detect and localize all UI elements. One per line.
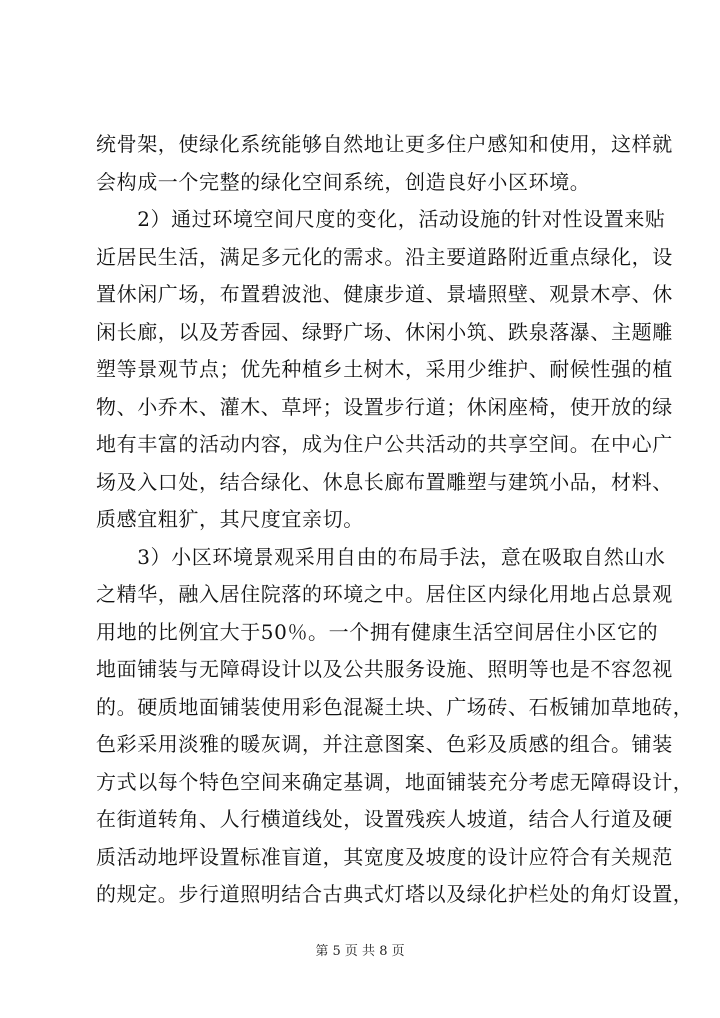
text-line: 质感宜粗犷，其尺度宜亲切。 [96,507,364,531]
text-line: 近居民生活，满足多元化的需求。沿主要道路附近重点绿化，设 [96,244,673,269]
text-line: 的。硬质地面铺装使用彩色混凝土块、广场砖、石板铺加草地砖， [96,694,694,719]
text-line: 质活动地坪设置标准盲道，其宽度及坡度的设计应符合有关规范 [96,844,673,869]
text-line: 色彩采用淡雅的暖灰调，并注意图案、色彩及质感的组合。铺装 [96,732,673,756]
text-line: 会构成一个完整的绿化空间系统，创造良好小区环境。 [96,169,591,194]
text-line: 地有丰富的活动内容，成为住户公共活动的共享空间。在中心广 [96,432,673,456]
text-line: 的规定。步行道照明结合古典式灯塔以及绿化护栏处的角灯设置， [96,882,694,906]
body-text [96,126,694,914]
text-line: 闲长廊，以及芳香园、绿野广场、休闲小筑、跌泉落瀑、主题雕 [96,319,673,344]
text-line: 2）通过环境空间尺度的变化，活动设施的针对性设置来贴 [96,207,666,231]
text-line: 3）小区环境景观采用自由的布局手法，意在吸取自然山水 [96,544,666,569]
text-line: 在街道转角、人行横道线处，设置残疾人坡道，结合人行道及硬 [96,807,673,831]
page-number-label: 第 5 页 共 8 页 [315,944,405,959]
text-line: 方式以每个特色空间来确定基调，地面铺装充分考虑无障碍设计， [96,769,694,794]
text-line: 之精华，融入居住院落的环境之中。居住区内绿化用地占总景观 [96,582,673,606]
text-line: 塑等景观节点；优先种植乡土树木，采用少维护、耐候性强的植 [96,357,673,381]
text-line: 统骨架，使绿化系统能够自然地让更多住户感知和使用，这样就 [96,132,673,156]
page-footer [0,940,720,959]
text-line: 地面铺装与无障碍设计以及公共服务设施、照明等也是不容忽视 [96,657,673,681]
text-line: 场及入口处，结合绿化、休息长廊布置雕塑与建筑小品，材料、 [96,469,673,494]
text-line: 置休闲广场，布置碧波池、健康步道、景墙照壁、观景木亭、休 [96,282,673,306]
text-line: 用地的比例宜大于50％。一个拥有健康生活空间居住小区它的 [96,619,659,644]
text-line: 物、小乔木、灌木、草坪；设置步行道；休闲座椅，使开放的绿 [96,394,673,419]
